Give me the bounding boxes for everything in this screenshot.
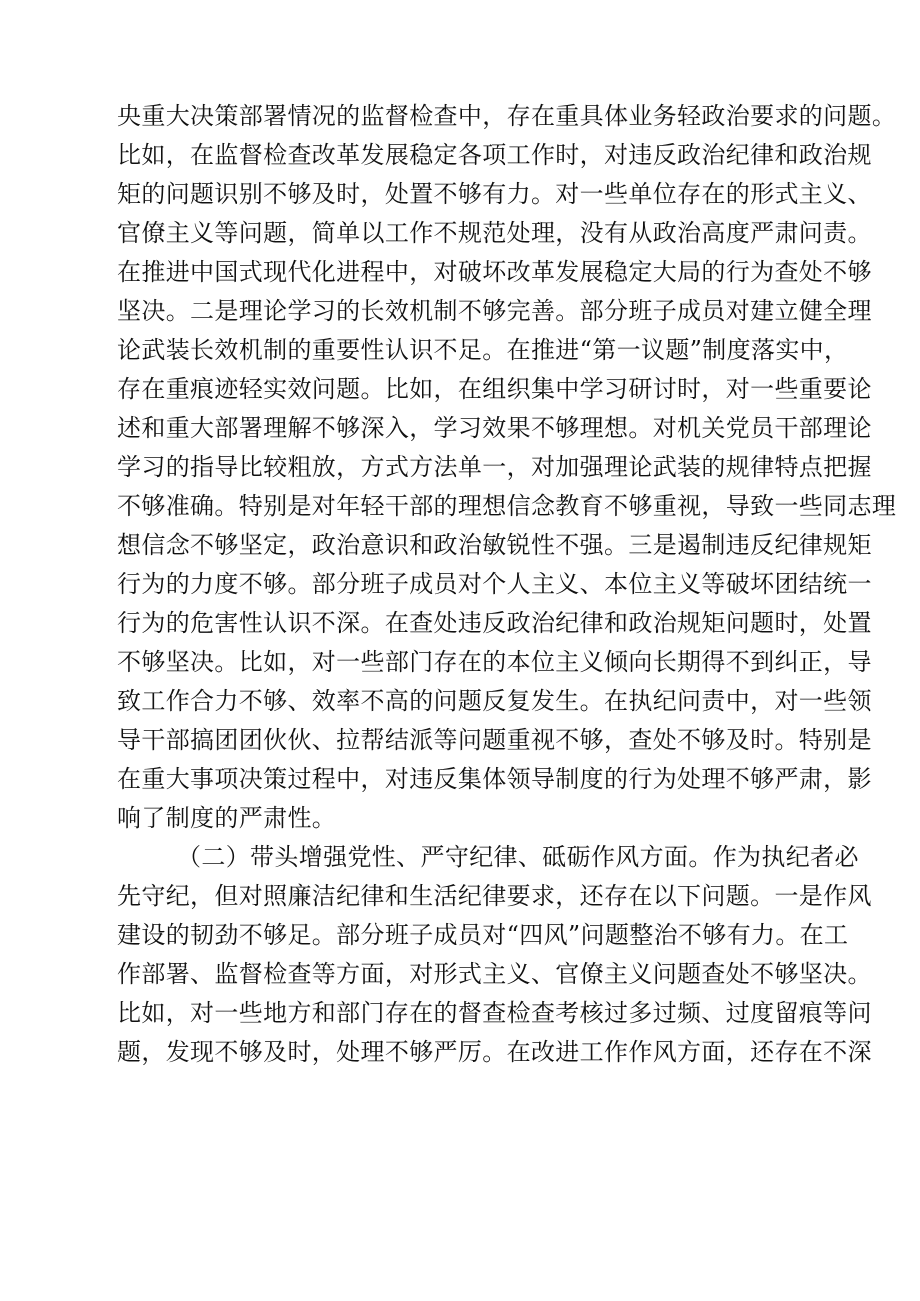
text-line: 学习的指导比较粗放，方式方法单一，对加强理论武装的规律特点把握	[117, 453, 872, 481]
text-line: 导干部搞团团伙伙、拉帮结派等问题重视不够，查处不够及时。特别是	[117, 726, 872, 754]
text-line: 建设的韧劲不够足。部分班子成员对“四风”问题整治不够有力。在工	[117, 921, 849, 949]
text-line: 题，发现不够及时，处理不够严厉。在改进工作作风方面，还存在不深	[117, 1038, 872, 1066]
text-line: 比如，在监督检查改革发展稳定各项工作时，对违反政治纪律和政治规	[117, 141, 872, 169]
text-line: 不够准确。特别是对年轻干部的理想信念教育不够重视，导致一些同志理	[117, 492, 897, 520]
text-line: 官僚主义等问题，简单以工作不规范处理，没有从政治高度严肃问责。	[117, 219, 872, 247]
document-body	[117, 97, 897, 1072]
text-line: 作部署、监督检查等方面，对形式主义、官僚主义问题查处不够坚决。	[117, 960, 872, 988]
text-line: 在重大事项决策过程中，对违反集体领导制度的行为处理不够严肃，影	[117, 765, 872, 793]
text-line: 先守纪，但对照廉洁纪律和生活纪律要求，还存在以下问题。一是作风	[117, 882, 872, 910]
text-line: 央重大决策部署情况的监督检查中，存在重具体业务轻政治要求的问题。	[117, 102, 897, 130]
text-line: 述和重大部署理解不够深入，学习效果不够理想。对机关党员干部理论	[117, 414, 872, 442]
text-line: 行为的力度不够。部分班子成员对个人主义、本位主义等破坏团结统一	[117, 570, 872, 598]
text-line: 响了制度的严肃性。	[117, 804, 337, 832]
section-heading-line: （二）带头增强党性、严守纪律、砥砺作风方面。作为执纪者必	[177, 843, 859, 871]
text-line: 比如，对一些地方和部门存在的督查检查考核过多过频、过度留痕等问	[117, 999, 872, 1027]
text-line: 不够坚决。比如，对一些部门存在的本位主义倾向长期得不到纠正，导	[117, 648, 872, 676]
text-line: 想信念不够坚定，政治意识和政治敏锐性不强。三是遏制违反纪律规矩	[117, 531, 872, 559]
text-line: 矩的问题识别不够及时，处置不够有力。对一些单位存在的形式主义、	[117, 180, 872, 208]
text-line: 存在重痕迹轻实效问题。比如，在组织集中学习研讨时，对一些重要论	[117, 375, 872, 403]
text-line: 论武装长效机制的重要性认识不足。在推进“第一议题”制度落实中，	[117, 336, 849, 364]
text-line: 致工作合力不够、效率不高的问题反复发生。在执纪问责中，对一些领	[117, 687, 872, 715]
text-line: 行为的危害性认识不深。在查处违反政治纪律和政治规矩问题时，处置	[117, 609, 872, 637]
text-line: 坚决。二是理论学习的长效机制不够完善。部分班子成员对建立健全理	[117, 297, 872, 325]
text-line: 在推进中国式现代化进程中，对破坏改革发展稳定大局的行为查处不够	[117, 258, 872, 286]
